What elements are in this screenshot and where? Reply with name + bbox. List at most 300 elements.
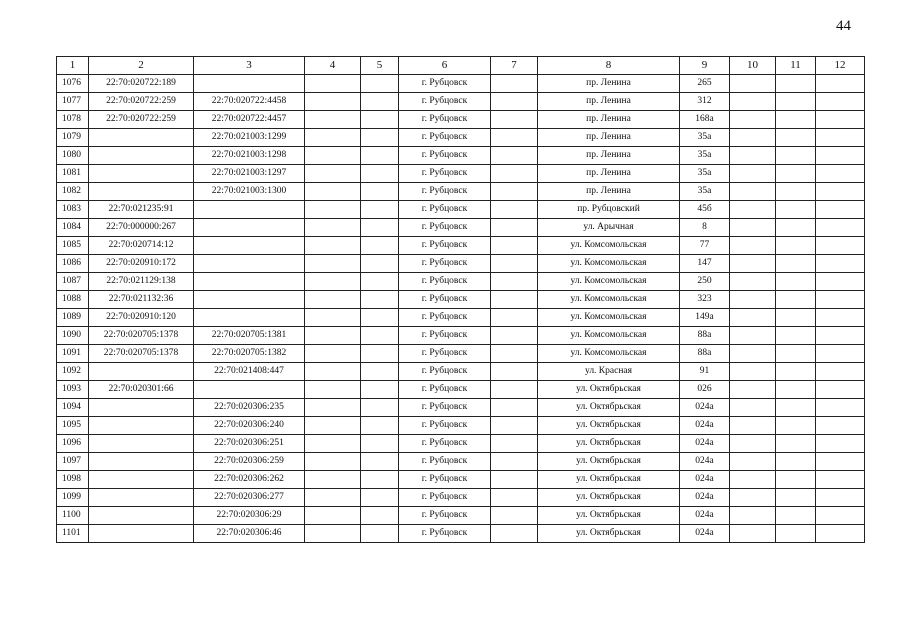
table-cell <box>305 165 361 183</box>
table-cell: пр. Ленина <box>538 93 680 111</box>
table-cell <box>305 309 361 327</box>
table-cell <box>305 471 361 489</box>
table-cell: 024а <box>680 507 730 525</box>
table-cell <box>305 381 361 399</box>
table-cell: ул. Комсомольская <box>538 237 680 255</box>
table-row <box>57 507 865 525</box>
table-cell <box>491 147 538 165</box>
table-cell: ул. Октябрьская <box>538 471 680 489</box>
table-cell <box>89 129 194 147</box>
table-row <box>57 129 865 147</box>
table-cell <box>776 219 816 237</box>
table-cell <box>361 291 399 309</box>
table-cell: 1098 <box>57 471 89 489</box>
table-cell: 35а <box>680 165 730 183</box>
header-row <box>57 57 865 75</box>
table-cell: г. Рубцовск <box>399 471 491 489</box>
table-cell <box>361 453 399 471</box>
table-row <box>57 417 865 435</box>
table-cell: 1079 <box>57 129 89 147</box>
column-header: 2 <box>89 57 194 75</box>
table-cell: пр. Ленина <box>538 129 680 147</box>
table-cell: 22:70:021003:1300 <box>194 183 305 201</box>
table-cell <box>194 219 305 237</box>
table-row <box>57 291 865 309</box>
table-cell <box>89 183 194 201</box>
table-cell: 147 <box>680 255 730 273</box>
table-cell <box>730 255 776 273</box>
table-cell <box>730 417 776 435</box>
table-cell: 1077 <box>57 93 89 111</box>
table-cell <box>491 489 538 507</box>
table-row <box>57 363 865 381</box>
table-cell: ул. Октябрьская <box>538 489 680 507</box>
table-cell <box>194 201 305 219</box>
table-cell: 77 <box>680 237 730 255</box>
table-cell: 1078 <box>57 111 89 129</box>
table-cell <box>361 273 399 291</box>
table-cell <box>305 291 361 309</box>
table-cell <box>776 165 816 183</box>
table-cell <box>361 525 399 543</box>
table-row <box>57 201 865 219</box>
table-cell: 323 <box>680 291 730 309</box>
column-header: 3 <box>194 57 305 75</box>
table-row <box>57 273 865 291</box>
table-cell <box>491 327 538 345</box>
table-cell <box>816 507 865 525</box>
table-cell: 024а <box>680 525 730 543</box>
table-cell: 1085 <box>57 237 89 255</box>
table-cell <box>776 381 816 399</box>
table-cell: г. Рубцовск <box>399 399 491 417</box>
table-cell <box>361 345 399 363</box>
table-cell <box>730 381 776 399</box>
table-cell <box>491 165 538 183</box>
column-header: 6 <box>399 57 491 75</box>
table-cell <box>305 399 361 417</box>
table-cell <box>89 525 194 543</box>
table-row <box>57 435 865 453</box>
table-cell <box>491 435 538 453</box>
table-row <box>57 237 865 255</box>
column-header: 4 <box>305 57 361 75</box>
table-cell <box>491 183 538 201</box>
table-cell <box>776 183 816 201</box>
column-header: 5 <box>361 57 399 75</box>
table-cell: 1091 <box>57 345 89 363</box>
table-cell: 024а <box>680 471 730 489</box>
table-cell: ул. Комсомольская <box>538 255 680 273</box>
table-cell: 22:70:020722:189 <box>89 75 194 93</box>
table-cell <box>194 381 305 399</box>
register-table <box>56 56 865 543</box>
table-cell: 1081 <box>57 165 89 183</box>
table-cell <box>491 381 538 399</box>
table-cell <box>305 129 361 147</box>
table-cell <box>361 111 399 129</box>
table-cell <box>730 507 776 525</box>
table-cell <box>730 93 776 111</box>
table-row <box>57 93 865 111</box>
table-cell <box>776 201 816 219</box>
table-cell: 149а <box>680 309 730 327</box>
table-cell <box>730 273 776 291</box>
table-cell <box>816 435 865 453</box>
table-cell: 35а <box>680 183 730 201</box>
table-cell <box>491 399 538 417</box>
table-cell <box>194 309 305 327</box>
table-row <box>57 309 865 327</box>
table-cell: пр. Ленина <box>538 147 680 165</box>
table-cell: 88а <box>680 327 730 345</box>
table-cell <box>491 525 538 543</box>
table-cell <box>361 471 399 489</box>
table-cell: ул. Арычная <box>538 219 680 237</box>
table-cell <box>776 417 816 435</box>
table-cell: 22:70:021408:447 <box>194 363 305 381</box>
table-cell: 1092 <box>57 363 89 381</box>
column-header: 12 <box>816 57 865 75</box>
table-cell: 1082 <box>57 183 89 201</box>
table-cell: 1076 <box>57 75 89 93</box>
table-cell: г. Рубцовск <box>399 255 491 273</box>
table-cell: 1096 <box>57 435 89 453</box>
table-cell: г. Рубцовск <box>399 507 491 525</box>
table-cell <box>305 273 361 291</box>
table-cell: г. Рубцовск <box>399 219 491 237</box>
table-cell: г. Рубцовск <box>399 291 491 309</box>
table-cell: 22:70:020306:235 <box>194 399 305 417</box>
table-cell <box>305 345 361 363</box>
table-cell <box>816 381 865 399</box>
table-cell: ул. Комсомольская <box>538 291 680 309</box>
table-cell: ул. Октябрьская <box>538 507 680 525</box>
table-cell: ул. Октябрьская <box>538 453 680 471</box>
table-cell: 88а <box>680 345 730 363</box>
table-cell <box>305 93 361 111</box>
table-row <box>57 111 865 129</box>
table-cell <box>816 327 865 345</box>
table-cell: г. Рубцовск <box>399 453 491 471</box>
table-cell <box>816 147 865 165</box>
table-cell: 22:70:020705:1381 <box>194 327 305 345</box>
table-cell: г. Рубцовск <box>399 93 491 111</box>
table-cell <box>305 201 361 219</box>
table-cell <box>194 237 305 255</box>
table-cell <box>305 525 361 543</box>
table-cell <box>305 255 361 273</box>
table-cell: 91 <box>680 363 730 381</box>
table-cell <box>730 363 776 381</box>
table-cell <box>491 237 538 255</box>
table-cell <box>361 147 399 165</box>
table-cell <box>816 471 865 489</box>
table-cell: 1084 <box>57 219 89 237</box>
table-cell: 22:70:020705:1382 <box>194 345 305 363</box>
page-number: 44 <box>836 18 851 34</box>
table-cell <box>361 507 399 525</box>
table-cell <box>305 507 361 525</box>
table-cell <box>491 255 538 273</box>
table-cell <box>491 345 538 363</box>
table-cell: г. Рубцовск <box>399 147 491 165</box>
table-cell <box>305 327 361 345</box>
table-cell <box>816 219 865 237</box>
table-cell: 1087 <box>57 273 89 291</box>
table-cell: 024а <box>680 489 730 507</box>
table-cell <box>305 417 361 435</box>
table-cell: ул. Октябрьская <box>538 417 680 435</box>
table-cell: 22:70:021235:91 <box>89 201 194 219</box>
table-cell <box>491 507 538 525</box>
table-cell: г. Рубцовск <box>399 237 491 255</box>
table-cell: ул. Октябрьская <box>538 435 680 453</box>
table-cell: г. Рубцовск <box>399 201 491 219</box>
table-cell <box>361 399 399 417</box>
table-cell <box>776 75 816 93</box>
table-cell: 024а <box>680 399 730 417</box>
table-cell <box>730 111 776 129</box>
table-cell: 024а <box>680 453 730 471</box>
table-cell: пр. Ленина <box>538 165 680 183</box>
table-cell <box>305 363 361 381</box>
table-cell <box>361 201 399 219</box>
table-cell <box>730 489 776 507</box>
table-cell <box>816 309 865 327</box>
table-cell <box>491 417 538 435</box>
table-cell <box>491 273 538 291</box>
table-cell <box>361 327 399 345</box>
table-cell: 22:70:021132:36 <box>89 291 194 309</box>
table-cell <box>491 291 538 309</box>
table-cell: ул. Комсомольская <box>538 273 680 291</box>
table-cell <box>361 381 399 399</box>
table-cell <box>491 471 538 489</box>
table-row <box>57 147 865 165</box>
table-cell <box>305 111 361 129</box>
table-cell: г. Рубцовск <box>399 75 491 93</box>
table-cell <box>730 183 776 201</box>
table-row <box>57 345 865 363</box>
table-cell <box>89 147 194 165</box>
table-cell <box>491 75 538 93</box>
table-cell: г. Рубцовск <box>399 435 491 453</box>
table-cell: г. Рубцовск <box>399 111 491 129</box>
table-cell <box>361 219 399 237</box>
table-cell <box>816 165 865 183</box>
table-cell <box>816 273 865 291</box>
table-cell <box>776 525 816 543</box>
table-cell <box>816 291 865 309</box>
table-cell: пр. Рубцовский <box>538 201 680 219</box>
table-cell <box>361 183 399 201</box>
table-cell: 1094 <box>57 399 89 417</box>
table-cell: ул. Октябрьская <box>538 525 680 543</box>
table-cell <box>730 147 776 165</box>
table-cell <box>491 111 538 129</box>
table-cell: 22:70:000000:267 <box>89 219 194 237</box>
table-cell: г. Рубцовск <box>399 165 491 183</box>
table-cell: 45б <box>680 201 730 219</box>
table-cell <box>816 237 865 255</box>
table-cell <box>305 219 361 237</box>
table-cell <box>361 255 399 273</box>
table-cell <box>361 237 399 255</box>
table-cell: г. Рубцовск <box>399 309 491 327</box>
table-cell: пр. Ленина <box>538 111 680 129</box>
table-cell: ул. Комсомольская <box>538 327 680 345</box>
table-cell: 1090 <box>57 327 89 345</box>
table-cell <box>305 237 361 255</box>
table-cell: 22:70:020722:259 <box>89 111 194 129</box>
table-cell: 22:70:020306:46 <box>194 525 305 543</box>
table-cell: 35а <box>680 147 730 165</box>
table-cell <box>491 363 538 381</box>
table-cell <box>491 219 538 237</box>
table-cell: г. Рубцовск <box>399 345 491 363</box>
table-cell <box>89 471 194 489</box>
table-cell: 22:70:020722:4457 <box>194 111 305 129</box>
table-cell: 8 <box>680 219 730 237</box>
table-cell <box>305 489 361 507</box>
table-cell <box>89 453 194 471</box>
table-header <box>57 57 865 75</box>
table-cell <box>776 471 816 489</box>
table-cell: г. Рубцовск <box>399 381 491 399</box>
table-cell: г. Рубцовск <box>399 363 491 381</box>
table-cell: 22:70:020306:259 <box>194 453 305 471</box>
table-cell: пр. Ленина <box>538 75 680 93</box>
table-cell <box>776 345 816 363</box>
table-cell: 22:70:020705:1378 <box>89 327 194 345</box>
table-row <box>57 489 865 507</box>
table-cell: 22:70:020306:262 <box>194 471 305 489</box>
table-cell <box>816 489 865 507</box>
column-header: 8 <box>538 57 680 75</box>
table-cell <box>816 183 865 201</box>
table-row <box>57 381 865 399</box>
table-cell <box>305 453 361 471</box>
table-cell: 22:70:020722:259 <box>89 93 194 111</box>
table-cell: пр. Ленина <box>538 183 680 201</box>
table-cell <box>776 363 816 381</box>
table-cell: 22:70:020306:251 <box>194 435 305 453</box>
table-cell <box>361 165 399 183</box>
table-cell: ул. Комсомольская <box>538 345 680 363</box>
table-cell: 1083 <box>57 201 89 219</box>
table-cell <box>816 363 865 381</box>
table-cell <box>776 291 816 309</box>
table-cell <box>361 309 399 327</box>
table-cell <box>194 75 305 93</box>
table-cell <box>816 129 865 147</box>
table-cell: 265 <box>680 75 730 93</box>
table-row <box>57 327 865 345</box>
table-cell <box>491 309 538 327</box>
table-cell: ул. Октябрьская <box>538 399 680 417</box>
table-cell <box>361 435 399 453</box>
table-cell <box>776 327 816 345</box>
table-cell <box>730 471 776 489</box>
table-cell <box>816 417 865 435</box>
table-cell: г. Рубцовск <box>399 273 491 291</box>
table-row <box>57 183 865 201</box>
table-cell: 1093 <box>57 381 89 399</box>
table-cell: 22:70:020306:240 <box>194 417 305 435</box>
table-row <box>57 399 865 417</box>
table-cell: 22:70:020301:66 <box>89 381 194 399</box>
table-cell <box>305 435 361 453</box>
table-cell <box>89 399 194 417</box>
column-header: 7 <box>491 57 538 75</box>
table-cell <box>730 345 776 363</box>
table-cell <box>730 129 776 147</box>
table-cell <box>816 399 865 417</box>
table-cell: 35а <box>680 129 730 147</box>
table-cell: 22:70:021003:1299 <box>194 129 305 147</box>
table-cell <box>776 273 816 291</box>
table-cell <box>730 219 776 237</box>
table-cell: 1099 <box>57 489 89 507</box>
table-cell <box>776 309 816 327</box>
table-row <box>57 75 865 93</box>
table-cell <box>730 237 776 255</box>
table-cell <box>491 129 538 147</box>
table-cell <box>730 525 776 543</box>
table-cell <box>361 363 399 381</box>
table-cell <box>194 273 305 291</box>
table-cell <box>89 363 194 381</box>
table-row <box>57 525 865 543</box>
table-cell: 22:70:020714:12 <box>89 237 194 255</box>
table-cell <box>776 255 816 273</box>
table-cell: ул. Комсомольская <box>538 309 680 327</box>
table-cell <box>816 75 865 93</box>
table-cell <box>361 75 399 93</box>
table-cell <box>776 435 816 453</box>
table-cell <box>776 237 816 255</box>
table-cell: 1097 <box>57 453 89 471</box>
table-cell: г. Рубцовск <box>399 183 491 201</box>
table-cell: 22:70:020722:4458 <box>194 93 305 111</box>
table-cell <box>89 417 194 435</box>
table-cell: 22:70:020306:277 <box>194 489 305 507</box>
table-cell <box>194 255 305 273</box>
table-cell: 22:70:021003:1297 <box>194 165 305 183</box>
table-cell <box>776 399 816 417</box>
column-header: 10 <box>730 57 776 75</box>
table-cell <box>730 435 776 453</box>
table-row <box>57 471 865 489</box>
table-cell: ул. Красная <box>538 363 680 381</box>
table-cell <box>730 327 776 345</box>
table-cell <box>361 93 399 111</box>
table-cell <box>361 417 399 435</box>
table-cell <box>816 201 865 219</box>
table-cell: 1088 <box>57 291 89 309</box>
table-cell: г. Рубцовск <box>399 129 491 147</box>
table-cell <box>776 147 816 165</box>
table-cell <box>730 309 776 327</box>
table-cell <box>730 399 776 417</box>
table-cell <box>816 453 865 471</box>
table-cell: 22:70:020910:120 <box>89 309 194 327</box>
table-cell <box>816 255 865 273</box>
table-cell <box>361 489 399 507</box>
table-cell <box>730 453 776 471</box>
table-cell: ул. Октябрьская <box>538 381 680 399</box>
